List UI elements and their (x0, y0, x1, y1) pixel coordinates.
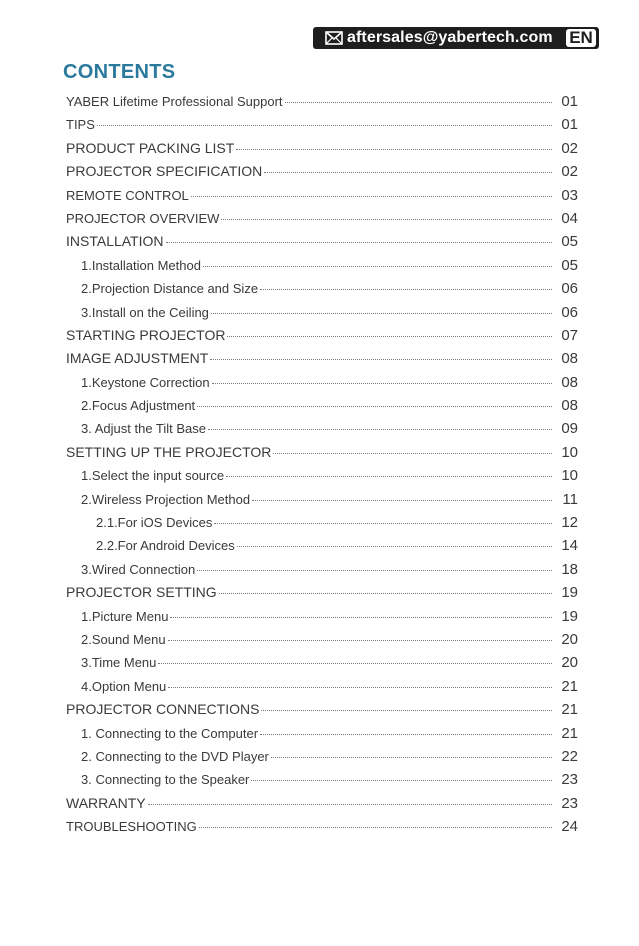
toc-entry-remote-control[interactable] (66, 187, 578, 210)
toc-entry-page: 14 (561, 537, 578, 555)
toc-entry-page: 06 (561, 280, 578, 298)
dot-leader (211, 313, 552, 314)
dot-leader (170, 617, 552, 618)
dot-leader (212, 383, 552, 384)
toc-entry-projector-overview[interactable] (66, 210, 578, 233)
toc-entry-page: 08 (561, 373, 578, 391)
toc-entry-label: 1.Select the input source (81, 468, 225, 484)
dot-leader (261, 710, 552, 711)
toc-entry-page: 10 (561, 443, 578, 461)
contact-header-bar (313, 27, 599, 49)
dot-leader (285, 102, 552, 103)
dot-leader (168, 687, 552, 688)
dot-leader (260, 289, 552, 290)
dot-leader (251, 780, 552, 781)
dot-leader (219, 593, 552, 594)
toc-entry-starting-projector[interactable] (66, 327, 578, 350)
toc-entry-page: 21 (561, 724, 578, 742)
dot-leader (227, 336, 552, 337)
toc-entry-setting-up[interactable] (66, 444, 578, 467)
toc-entry-label: 3.Wired Connection (81, 561, 196, 577)
dot-leader (197, 406, 552, 407)
toc-entry-page: 10 (561, 467, 578, 485)
toc-entry-page: 04 (561, 209, 578, 227)
dot-leader (271, 757, 552, 758)
toc-entry-page: 24 (561, 818, 578, 836)
toc-entry-label: PROJECTOR OVERVIEW (66, 210, 220, 226)
toc-entry-specification[interactable] (66, 163, 578, 186)
toc-entry-label: WARRANTY (66, 794, 146, 811)
page-title: CONTENTS (63, 61, 176, 83)
toc-entry-label: PROJECTOR SETTING (66, 584, 217, 601)
toc-entry-yaber-support[interactable] (66, 93, 578, 116)
dot-leader (148, 804, 552, 805)
table-of-contents (66, 93, 578, 842)
language-badge: EN (566, 29, 596, 47)
dot-leader (252, 500, 552, 501)
toc-entry-page: 08 (561, 397, 578, 415)
toc-entry-label: 2.2.For Android Devices (96, 538, 235, 554)
dot-leader (237, 546, 552, 547)
toc-entry-page: 23 (561, 794, 578, 812)
toc-entry-keystone-correction[interactable] (66, 374, 578, 397)
dot-leader (273, 453, 552, 454)
dot-leader (208, 429, 552, 430)
toc-entry-label: 3. Connecting to the Speaker (81, 772, 250, 788)
toc-entry-tips[interactable] (66, 116, 578, 139)
toc-entry-page: 18 (561, 560, 578, 578)
toc-entry-installation-method[interactable] (66, 257, 578, 280)
toc-entry-label: 2.Sound Menu (81, 631, 166, 647)
dot-leader (214, 523, 552, 524)
toc-entry-picture-menu[interactable] (66, 608, 578, 631)
dot-leader (199, 827, 552, 828)
toc-entry-page: 19 (561, 607, 578, 625)
toc-entry-label: IMAGE ADJUSTMENT (66, 350, 209, 367)
toc-entry-input-source[interactable] (66, 467, 578, 490)
toc-entry-page: 08 (561, 350, 578, 368)
toc-entry-label: 2.Projection Distance and Size (81, 281, 259, 297)
toc-entry-page: 06 (561, 303, 578, 321)
dot-leader (210, 359, 552, 360)
toc-entry-label: 2. Connecting to the DVD Player (81, 748, 269, 764)
toc-entry-page: 05 (561, 256, 578, 274)
toc-entry-label: 3.Install on the Ceiling (81, 304, 209, 320)
toc-entry-label: 2.Wireless Projection Method (81, 491, 251, 507)
toc-entry-label: PRODUCT PACKING LIST (66, 139, 235, 156)
toc-entry-page: 20 (561, 654, 578, 672)
dot-leader (203, 266, 552, 267)
toc-entry-packing-list[interactable] (66, 140, 578, 163)
toc-entry-connect-speaker[interactable] (66, 771, 578, 794)
toc-entry-page: 11 (562, 490, 578, 508)
toc-entry-page: 23 (561, 771, 578, 789)
toc-entry-sound-menu[interactable] (66, 631, 578, 654)
toc-entry-page: 19 (561, 584, 578, 602)
toc-entry-page: 01 (561, 93, 578, 110)
toc-entry-troubleshooting[interactable] (66, 818, 578, 841)
toc-entry-label: YABER Lifetime Professional Support (66, 94, 283, 109)
toc-entry-label: 1.Installation Method (81, 257, 201, 273)
toc-entry-label: 1.Picture Menu (81, 608, 169, 624)
toc-entry-page: 02 (561, 139, 578, 157)
toc-entry-page: 07 (561, 326, 578, 344)
toc-entry-label: TROUBLESHOOTING (66, 819, 197, 835)
toc-entry-tilt-base[interactable] (66, 420, 578, 443)
support-email[interactable]: aftersales@yabertech.com (347, 29, 553, 46)
toc-entry-page: 01 (561, 116, 578, 134)
toc-entry-wired-connection[interactable] (66, 561, 578, 584)
toc-entry-page: 03 (561, 186, 578, 204)
dot-leader (168, 640, 552, 641)
toc-entry-page: 02 (561, 163, 578, 181)
dot-leader (158, 663, 552, 664)
toc-entry-projector-setting[interactable] (66, 584, 578, 607)
dot-leader (166, 242, 552, 243)
dot-leader (260, 734, 552, 735)
toc-entry-label: PROJECTOR CONNECTIONS (66, 701, 260, 718)
toc-entry-label: 3. Adjust the Tilt Base (81, 421, 207, 437)
toc-entry-install-ceiling[interactable] (66, 304, 578, 327)
toc-entry-page: 20 (561, 630, 578, 648)
toc-entry-label: TIPS (66, 117, 95, 133)
dot-leader (197, 570, 552, 571)
toc-entry-page: 22 (561, 747, 578, 765)
toc-entry-option-menu[interactable] (66, 678, 578, 701)
toc-entry-image-adjustment[interactable] (66, 350, 578, 373)
toc-entry-projection-distance[interactable] (66, 280, 578, 303)
dot-leader (226, 476, 552, 477)
toc-entry-focus-adjustment[interactable] (66, 397, 578, 420)
toc-entry-connect-dvd[interactable] (66, 748, 578, 771)
toc-entry-label: SETTING UP THE PROJECTOR (66, 443, 272, 460)
toc-entry-label: INSTALLATION (66, 233, 164, 250)
toc-entry-label: 1. Connecting to the Computer (81, 725, 259, 741)
toc-entry-label: 3.Time Menu (81, 655, 157, 671)
toc-entry-ios-devices[interactable] (66, 514, 578, 537)
dot-leader (236, 149, 552, 150)
dot-leader (264, 172, 552, 173)
toc-entry-label: 2.Focus Adjustment (81, 398, 196, 414)
dot-leader (191, 196, 552, 197)
toc-entry-page: 21 (561, 677, 578, 695)
toc-entry-label: 2.1.For iOS Devices (96, 515, 213, 531)
dot-leader (97, 125, 552, 126)
toc-entry-wireless-projection[interactable] (66, 491, 578, 514)
dot-leader (221, 219, 552, 220)
toc-entry-label: 1.Keystone Correction (81, 374, 210, 390)
toc-entry-warranty[interactable] (66, 795, 578, 818)
toc-entry-label: STARTING PROJECTOR (66, 326, 226, 343)
toc-entry-page: 12 (561, 514, 578, 532)
toc-entry-page: 21 (561, 701, 578, 719)
mail-icon (325, 31, 343, 45)
toc-entry-projector-connections[interactable] (66, 701, 578, 724)
toc-entry-android-devices[interactable] (66, 537, 578, 560)
toc-entry-label: 4.Option Menu (81, 678, 167, 694)
toc-entry-connect-computer[interactable] (66, 725, 578, 748)
toc-entry-installation[interactable] (66, 233, 578, 256)
toc-entry-time-menu[interactable] (66, 654, 578, 677)
toc-entry-page: 09 (561, 420, 578, 438)
toc-entry-page: 05 (561, 233, 578, 251)
toc-entry-label: REMOTE CONTROL (66, 187, 189, 203)
toc-entry-label: PROJECTOR SPECIFICATION (66, 163, 263, 180)
